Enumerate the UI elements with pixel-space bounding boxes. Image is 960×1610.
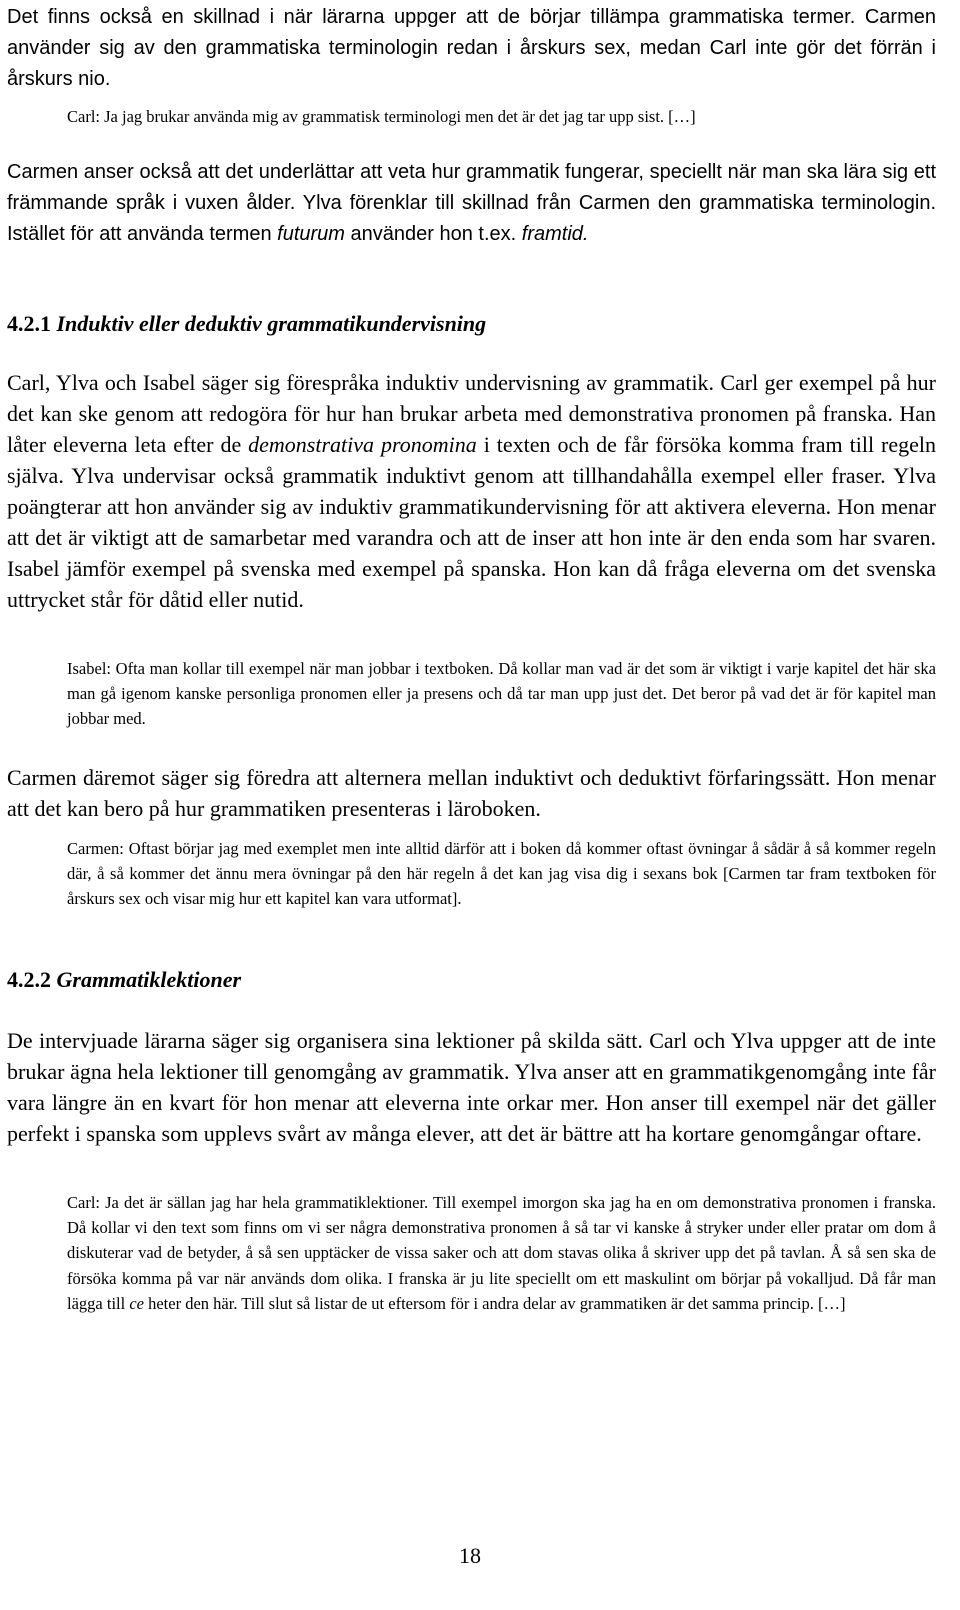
body-paragraph-carmen-alternates bbox=[7, 762, 936, 824]
section-number: 4.2.2 bbox=[7, 967, 51, 992]
section-number: 4.2.1 bbox=[7, 311, 51, 336]
paragraph-text: Carl, Ylva och Isabel säger sig förespråka induktiv undervisning av grammatik. Carl ger exempel på hur det kan ske genom att redogöra för hur han brukar arbeta med demonstrativa pronomen på franska. Han låter eleverna leta efter de bbox=[7, 370, 936, 457]
paragraph-text: i texten och de får försöka komma fram till regeln själva. Ylva undervisar också grammatik induktivt genom att tillhandahålla exempel eller fraser. Ylva poängterar att hon använder sig av induktiv grammatikundervisning för att aktivera eleverna. Hon menar att det är viktigt att de samarbetar med varandra och att de inser att hon inte är den enda som har svaren. Isabel jämför exempel på svenska med exempel på spanska. Hon kan då fråga eleverna om det svenska uttrycket står för dåtid eller nutid. bbox=[7, 432, 936, 612]
body-paragraph-carmen-ylva bbox=[7, 157, 936, 250]
section-heading-4-2-2 bbox=[7, 964, 936, 995]
paragraph-text: använder hon t.ex. bbox=[350, 223, 517, 245]
paragraph-text: Carmen anser också att det underlättar att veta hur grammatik fungerar, speciellt när man ska lära sig ett främmande språk i vuxen ålder. Ylva förenklar till skillnad från Carmen den grammatiska terminologin. Istället för att använda termen bbox=[7, 161, 936, 245]
paragraph-text: De intervjuade lärarna säger sig organisera sina lektioner på skilda sätt. Carl och Ylva uppger att de inte brukar ägna hela lektioner till genomgång av grammatik. Ylva anser att en grammatikgenomgång inte får vara längre än en kvart för hon menar att eleverna inte orkar mer. Hon anser till exempel när det gäller perfekt i spanska som upplevs svårt av många elever, att det är bättre att ha kortare genomgångar oftare. bbox=[7, 1028, 936, 1146]
quote-text: heter den här. Till slut så listar de ut eftersom för i andra delar av grammatiken är det samma princip. […] bbox=[148, 1293, 846, 1313]
body-paragraph-inductive-teaching bbox=[7, 367, 936, 615]
emphasis-term-demonstrativa-pronomina: demonstrativa pronomina bbox=[248, 432, 477, 457]
emphasis-word-ce: ce bbox=[129, 1293, 144, 1313]
quote-text: Isabel: Ofta man kollar till exempel när man jobbar i textboken. Då kollar man vad är det som är viktigt i varje kapitel det här ska man gå igenom kanske personliga pronomen eller ja presens och då tar man upp just det. Det beror på vad det är för kapitel man jobbar med. bbox=[67, 659, 936, 729]
quote-text: Carl: Ja det är sällan jag har hela grammatiklektioner. Till exempel imorgon ska jag ha en om demonstrativa pronomen i franska. Då kollar vi den text som finns om vi ser några demonstrativa pronomen å så tar vi kanske å stryker under eller pratar om dom å diskuterar vad de betyder, å så sen upptäcker de vissa saker och att dom stavas olika å skriver upp det på tavlan. Å så sen ska de försöka komma på var när används dom olika. I franska är ju lite speciellt om ett maskulint om börjar på vokalljud. Då får man lägga till bbox=[67, 1193, 936, 1313]
body-paragraph-terminology-timing bbox=[7, 2, 936, 95]
emphasis-term-futurum: futurum bbox=[277, 223, 345, 245]
page-number: 18 bbox=[459, 1543, 481, 1568]
body-paragraph-grammar-lessons bbox=[7, 1025, 936, 1149]
section-title: Grammatiklektioner bbox=[56, 967, 242, 992]
section-title: Induktiv eller deduktiv grammatikundervisning bbox=[56, 311, 487, 336]
interview-quote-isabel bbox=[67, 656, 936, 732]
paragraph-text: Carmen däremot säger sig föredra att alternera mellan induktivt och deduktivt förfaringssätt. Hon menar att det kan bero på hur grammatiken presenteras i läroboken. bbox=[7, 765, 936, 821]
interview-quote-carl-terminology bbox=[67, 104, 936, 129]
interview-quote-carl-lessons bbox=[67, 1190, 936, 1316]
paragraph-text: Det finns också en skillnad i när lärarna uppger att de börjar tillämpa grammatiska termer. Carmen använder sig av den grammatiska terminologin redan i årskurs sex, medan Carl inte gör det förrän i årskurs nio. bbox=[7, 6, 936, 90]
section-heading-4-2-1 bbox=[7, 308, 936, 339]
emphasis-term-framtid: framtid. bbox=[521, 223, 589, 245]
interview-quote-carmen bbox=[67, 836, 936, 912]
quote-text: Carmen: Oftast börjar jag med exemplet men inte alltid därför att i boken då kommer oftast övningar å sådär å så kommer regeln där, å så kommer det ännu mera övningar på den här regeln å det kan jag visa dig i sexans bok [Carmen tar fram textboken för årskurs sex och visar mig hur ett kapitel kan vara utformat]. bbox=[67, 839, 936, 909]
quote-text: Carl: Ja jag brukar använda mig av grammatisk terminologi men det är det jag tar upp sist. […] bbox=[67, 107, 696, 126]
